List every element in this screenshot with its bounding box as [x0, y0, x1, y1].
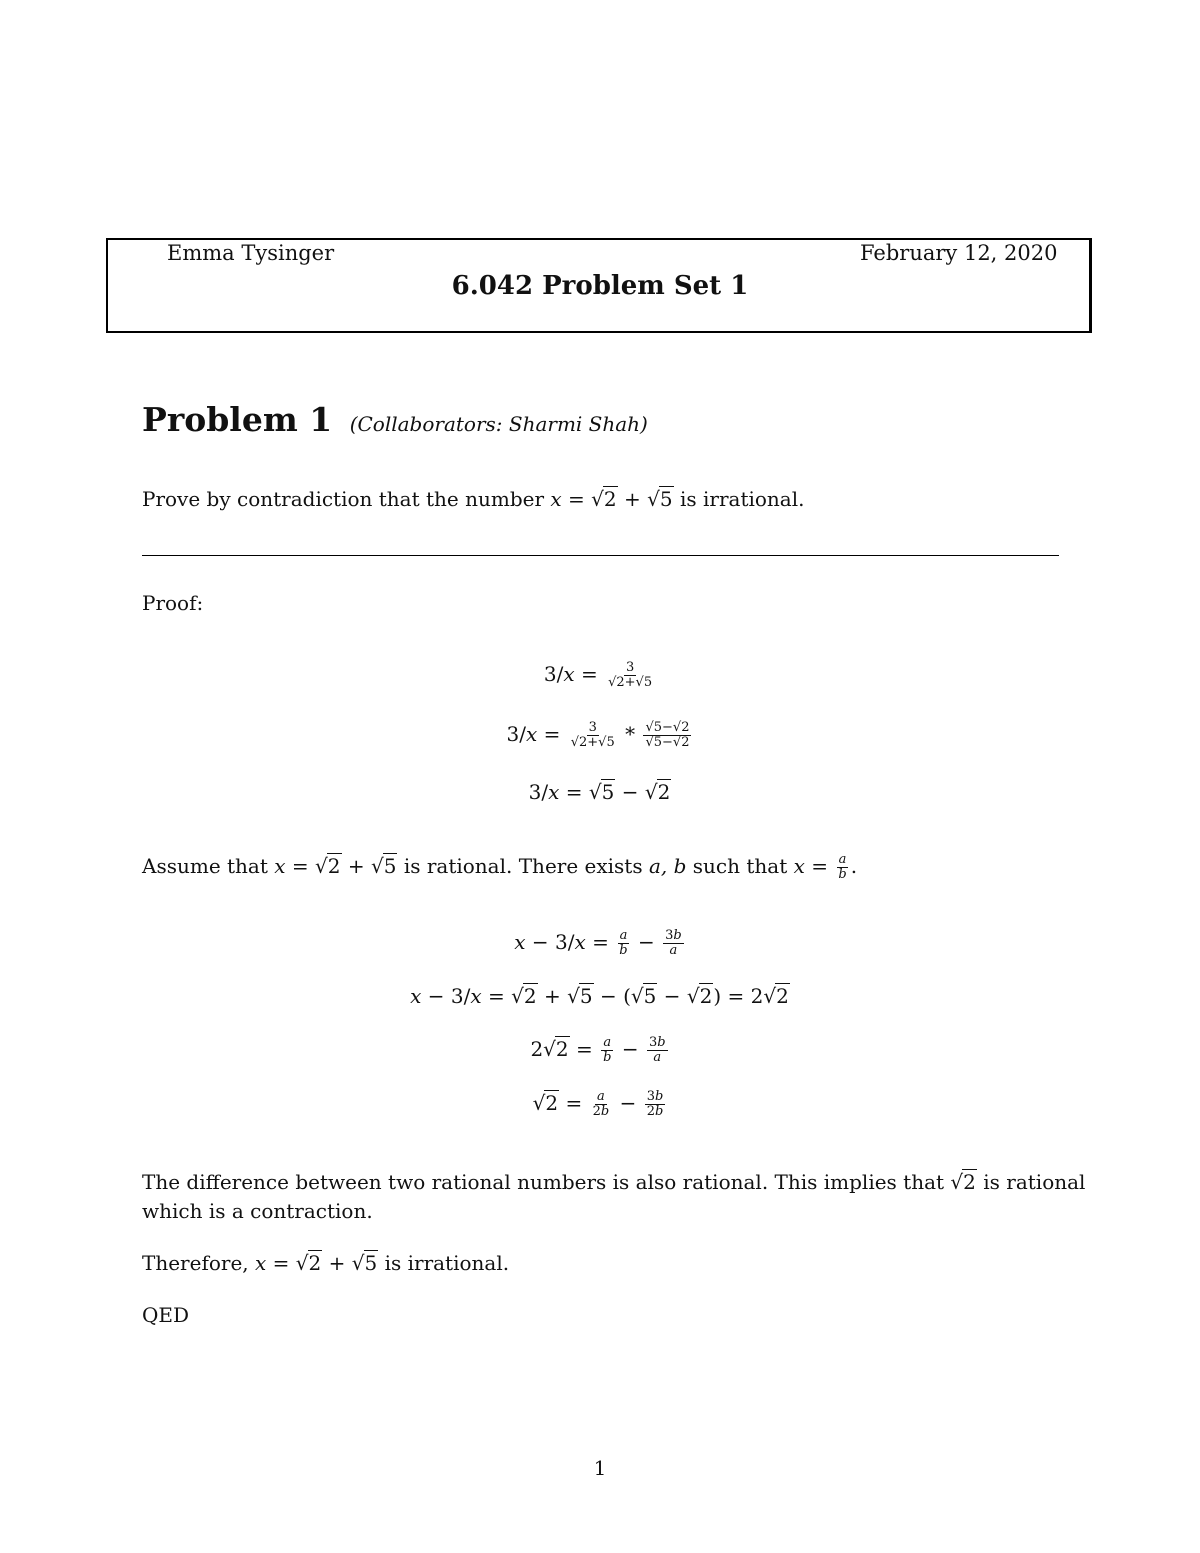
equation-5: x − 3/x = √2 + √5 − (√5 − √2) = 2√2 — [410, 984, 789, 1008]
assumption-line: Assume that x = √2 + √5 is rational. There exists a, b such that x = $\frac{a}{b}$ . — [142, 852, 858, 882]
difference-text-post: is rational — [983, 1170, 1086, 1194]
problem-heading — [142, 400, 648, 439]
equation-2: 3/x = $\frac{3}{√2+√5}$ * $\frac{√5-√2}{√5-√2}$ — [506, 720, 690, 750]
therefore-line: Therefore, x = √2 + √5 is irrational. — [142, 1251, 510, 1275]
problem-set-title: 6.042 Problem Set 1 — [451, 271, 749, 301]
statement-text-post: is irrational. — [679, 487, 805, 511]
collaborators: (Collaborators: Sharmi Shah) — [349, 412, 648, 436]
author-name: Emma Tysinger — [167, 241, 335, 265]
proof-label: Proof: — [142, 591, 204, 615]
therefore-text-pre: Therefore, — [142, 1251, 249, 1275]
document-date: February 12, 2020 — [860, 241, 1058, 265]
equation-6: 2√2 = $\frac{a}{b}$ − $\frac{3b}{a}$ — [530, 1035, 666, 1065]
statement-text-pre: Prove by contradiction that the number — [142, 487, 545, 511]
problem-statement — [142, 487, 804, 511]
therefore-text-post: is irrational. — [384, 1251, 510, 1275]
equation-7: √2 = $\frac{a}{2b}$ − $\frac{3b}{2b}$ — [532, 1089, 664, 1119]
difference-line-1: The difference between two rational numbers is also rational. This implies that √2 is rational — [142, 1170, 1086, 1194]
assume-text-mid: is rational. There exists — [403, 854, 643, 878]
statement-math: x = √2 + √5 — [550, 487, 673, 511]
assume-text-mid2: such that — [692, 854, 788, 878]
divider-rule — [142, 555, 1059, 556]
qed-label: QED — [142, 1303, 190, 1327]
equation-4: x − 3/x = $\frac{a}{b}$ − $\frac{3b}{a}$ — [514, 928, 682, 958]
assume-text-pre: Assume that — [142, 854, 268, 878]
difference-line-2: which is a contraction. — [142, 1199, 373, 1223]
problem-title: Problem 1 — [142, 400, 333, 439]
equation-3: 3/x = √5 − √2 — [528, 780, 671, 804]
equation-1: 3/x = $\frac{3}{√2+√5}$ — [543, 660, 653, 690]
page-number: 1 — [593, 1456, 607, 1480]
difference-text-pre: The difference between two rational numbers is also rational. This implies that — [142, 1170, 945, 1194]
